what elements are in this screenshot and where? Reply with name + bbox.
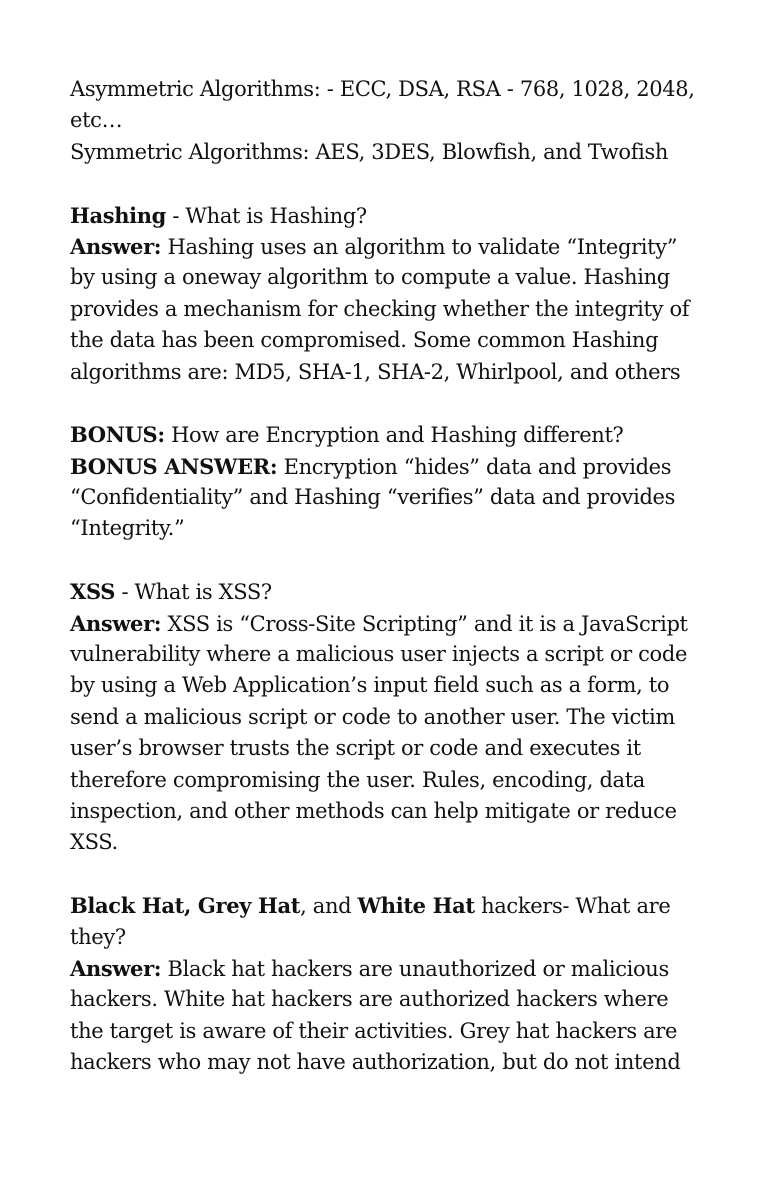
xss-answer-line <box>70 608 710 639</box>
xss-answer-line <box>70 639 710 670</box>
answer-text: Black hat hackers are unauthorized or malicious <box>161 956 669 981</box>
text: etc… <box>70 108 123 133</box>
xss-answer-line <box>70 733 710 764</box>
bonus-answer-line <box>70 482 710 513</box>
answer-text: provides a mechanism for checking whether the integrity of <box>70 296 690 321</box>
answer-text: by using a oneway algorithm to compute a value. Hashing <box>70 265 670 290</box>
hashing-term: Hashing <box>70 202 167 228</box>
paragraph-spacer <box>70 859 710 890</box>
answer-text: hackers. White hat hackers are authorized hackers where <box>70 987 669 1012</box>
bonus-question-text: How are Encryption and Hashing different? <box>164 423 624 448</box>
xss-question-text: - What is XSS? <box>115 580 272 605</box>
answer-text: the data has been compromised. Some common Hashing <box>70 328 659 353</box>
hashing-question-text: - What is Hashing? <box>166 203 367 228</box>
bonus-answer-line <box>70 513 710 544</box>
answer-text: hackers who may not have authorization, but do not intend <box>70 1050 681 1075</box>
answer-text: inspection, and other methods can help mitigate or reduce <box>70 798 677 823</box>
hats-question-continuation <box>70 922 710 953</box>
paragraph-spacer <box>70 168 710 199</box>
bonus-question <box>70 419 710 450</box>
text: Symmetric Algorithms: AES, 3DES, Blowfish, and Twofish <box>70 139 669 164</box>
answer-text: the target is aware of their activities. Grey hat hackers are <box>70 1018 678 1043</box>
xss-question <box>70 576 710 607</box>
answer-text: Encryption “hides” data and provides <box>277 454 672 479</box>
hats-question <box>70 890 710 921</box>
hats-answer-line <box>70 1047 710 1078</box>
hats-separator: , and <box>300 894 358 919</box>
answer-text: Hashing uses an algorithm to validate “Integrity” <box>161 234 678 259</box>
paragraph-spacer <box>70 388 710 419</box>
hashing-answer-line <box>70 325 710 356</box>
xss-answer-line <box>70 827 710 858</box>
bonus-label: BONUS: <box>70 422 165 448</box>
asymmetric-algorithms-line <box>70 74 710 105</box>
hats-answer-line <box>70 953 710 984</box>
hats-answer-line <box>70 984 710 1015</box>
document-page <box>70 74 710 1079</box>
xss-answer-line <box>70 765 710 796</box>
answer-label: Answer: <box>70 955 162 981</box>
answer-label: Answer: <box>70 233 162 259</box>
hats-term-white: White Hat <box>357 893 475 919</box>
xss-answer-line <box>70 702 710 733</box>
answer-text: by using a Web Application’s input field such as a form, to <box>70 673 670 698</box>
hats-answer-line <box>70 1016 710 1047</box>
asymmetric-algorithms-continuation <box>70 105 710 136</box>
answer-text: “Integrity.” <box>70 516 185 541</box>
xss-answer-line <box>70 670 710 701</box>
answer-text: user’s browser trusts the script or code and executes it <box>70 736 641 761</box>
answer-text: algorithms are: MD5, SHA-1, SHA-2, Whirlpool, and others <box>70 359 681 384</box>
hashing-answer-line <box>70 294 710 325</box>
text: Asymmetric Algorithms: - ECC, DSA, RSA - 768, 1028, 2048, <box>70 77 695 101</box>
xss-term: XSS <box>70 579 116 605</box>
hashing-question <box>70 200 710 231</box>
paragraph-spacer <box>70 545 710 576</box>
answer-label: Answer: <box>70 610 162 636</box>
hashing-answer-line <box>70 357 710 388</box>
answer-text: therefore compromising the user. Rules, encoding, data <box>70 767 645 792</box>
answer-text: XSS. <box>70 830 118 855</box>
hats-question-text: they? <box>70 924 126 949</box>
hashing-answer-line <box>70 231 710 262</box>
bonus-answer-line <box>70 451 710 482</box>
answer-text: vulnerability where a malicious user injects a script or code <box>70 642 688 667</box>
hashing-answer-line <box>70 262 710 293</box>
answer-text: XSS is “Cross-Site Scripting” and it is a JavaScript <box>161 611 688 636</box>
hats-term-black-grey: Black Hat, Grey Hat <box>70 893 301 919</box>
xss-answer-line <box>70 796 710 827</box>
symmetric-algorithms-line <box>70 137 710 168</box>
answer-text: “Confidentiality” and Hashing “verifies” data and provides <box>70 485 676 510</box>
answer-text: send a malicious script or code to another user. The victim <box>70 704 675 729</box>
hats-question-text: hackers- What are <box>474 894 671 919</box>
bonus-answer-label: BONUS ANSWER: <box>70 453 278 479</box>
